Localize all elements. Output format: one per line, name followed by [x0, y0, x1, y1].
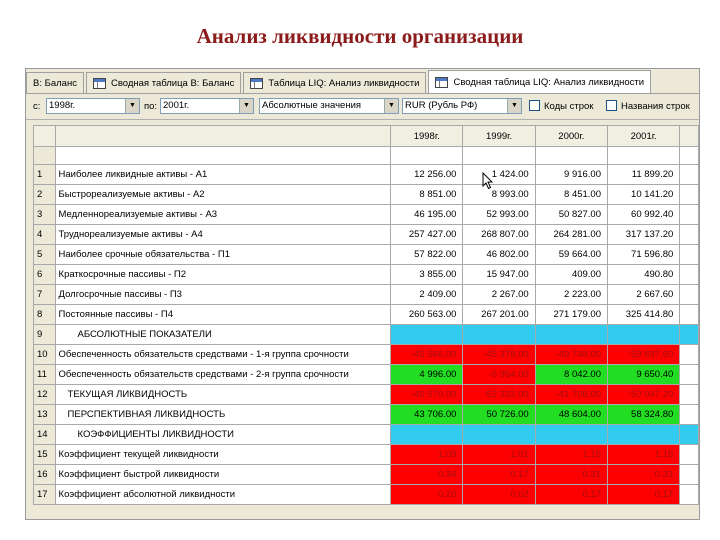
table-spacer-row — [34, 147, 699, 165]
empty-cell[interactable] — [535, 147, 607, 165]
row-name[interactable]: КОЭФФИЦИЕНТЫ ЛИКВИДНОСТИ — [55, 425, 391, 445]
value-cell[interactable]: 257 427.00 — [391, 225, 463, 245]
value-cell[interactable]: 4 996.00 — [391, 365, 463, 385]
value-cell[interactable]: 50 726.00 — [463, 405, 535, 425]
value-cell[interactable]: -52 332.00 — [463, 385, 535, 405]
value-cell[interactable]: 12 256.00 — [391, 165, 463, 185]
value-cell[interactable]: 8 993.00 — [463, 185, 535, 205]
value-cell[interactable]: 48 604.00 — [535, 405, 607, 425]
value-cell[interactable]: 2 267.00 — [463, 285, 535, 305]
tab-4[interactable] — [428, 70, 651, 93]
value-cell[interactable]: -59 697.60 — [608, 345, 680, 365]
value-cell[interactable]: 260 563.00 — [391, 305, 463, 325]
value-mode-value: Абсолютные значения — [262, 100, 362, 111]
extra-cell[interactable] — [680, 405, 699, 425]
table-row — [34, 405, 699, 425]
value-cell[interactable]: 267 201.00 — [463, 305, 535, 325]
value-cell[interactable]: 71 596.80 — [608, 245, 680, 265]
row-names-label: Названия строк — [621, 101, 690, 112]
tab-2[interactable] — [86, 72, 241, 93]
from-year-value: 1998г. — [49, 100, 76, 111]
value-cell[interactable]: -40 570.00 — [391, 385, 463, 405]
value-cell[interactable]: -50 047.20 — [608, 385, 680, 405]
extra-cell[interactable] — [680, 265, 699, 285]
table-row — [34, 425, 699, 445]
table-icon — [250, 78, 263, 89]
row-name[interactable]: Коэффициент абсолютной ликвидности — [55, 485, 391, 505]
row-number[interactable]: 17 — [34, 485, 56, 505]
value-cell[interactable]: 1.01 — [463, 445, 535, 465]
extra-cell[interactable] — [680, 305, 699, 325]
value-cell[interactable]: 0.17 — [463, 465, 535, 485]
value-cell[interactable]: 3 855.00 — [391, 265, 463, 285]
tab-3[interactable] — [243, 72, 426, 93]
row-name[interactable]: Краткосрочные пассивы - П2 — [55, 265, 391, 285]
extra-cell[interactable] — [680, 385, 699, 405]
chevron-down-icon[interactable]: ▼ — [239, 99, 253, 113]
value-cell[interactable]: 8 851.00 — [391, 185, 463, 205]
value-cell[interactable]: 0.17 — [535, 485, 607, 505]
row-number[interactable]: 13 — [34, 405, 56, 425]
value-cell[interactable] — [608, 425, 680, 445]
row-number[interactable]: 3 — [34, 205, 56, 225]
value-cell[interactable]: 271 179.00 — [535, 305, 607, 325]
tab-bar — [26, 69, 700, 94]
value-cell[interactable]: 325 414.80 — [608, 305, 680, 325]
table-row — [34, 445, 699, 465]
value-cell[interactable]: 490.80 — [608, 265, 680, 285]
value-cell[interactable]: 317 137.20 — [608, 225, 680, 245]
row-number[interactable]: 14 — [34, 425, 56, 445]
extra-cell[interactable] — [680, 245, 699, 265]
column-header[interactable]: 2001г. — [608, 126, 680, 147]
row-name[interactable]: Наиболее срочные обязательства - П1 — [55, 245, 391, 265]
value-cell[interactable] — [463, 325, 535, 345]
row-codes-checkbox[interactable] — [529, 100, 540, 111]
row-name[interactable]: Быстрореализуемые активы - А2 — [55, 185, 391, 205]
row-number[interactable]: 2 — [34, 185, 56, 205]
value-cell[interactable]: 60 992.40 — [608, 205, 680, 225]
value-cell[interactable]: 9 916.00 — [535, 165, 607, 185]
to-year-select[interactable] — [160, 98, 254, 114]
table-row — [34, 365, 699, 385]
value-cell[interactable]: 8 451.00 — [535, 185, 607, 205]
row-number[interactable]: 5 — [34, 245, 56, 265]
corner-cell[interactable] — [34, 126, 56, 147]
table-row — [34, 185, 699, 205]
extra-cell[interactable] — [680, 345, 699, 365]
row-name[interactable]: ПЕРСПЕКТИВНАЯ ЛИКВИДНОСТЬ — [55, 405, 391, 425]
value-cell[interactable]: 268 807.00 — [463, 225, 535, 245]
value-cell[interactable]: 46 802.00 — [463, 245, 535, 265]
chevron-down-icon[interactable]: ▼ — [384, 99, 398, 113]
row-number[interactable]: 12 — [34, 385, 56, 405]
row-name[interactable]: Обеспеченность обязательств средствами - 2-я группа срочности — [55, 365, 391, 385]
row-name[interactable]: ТЕКУЩАЯ ЛИКВИДНОСТЬ — [55, 385, 391, 405]
row-number[interactable]: 4 — [34, 225, 56, 245]
extra-cell[interactable] — [680, 445, 699, 465]
row-number[interactable]: 1 — [34, 165, 56, 185]
value-cell[interactable]: 9 650.40 — [608, 365, 680, 385]
tab-label: Сводная таблица LIQ: Анализ ликвидности — [453, 76, 645, 88]
row-number[interactable]: 9 — [34, 325, 56, 345]
value-cell[interactable]: 11 899.20 — [608, 165, 680, 185]
value-cell[interactable]: 58 324.80 — [608, 405, 680, 425]
row-number[interactable]: 11 — [34, 365, 56, 385]
value-cell[interactable]: -45 378.00 — [463, 345, 535, 365]
value-cell[interactable]: 57 822.00 — [391, 245, 463, 265]
value-cell[interactable]: 2 667.60 — [608, 285, 680, 305]
value-cell[interactable]: 50 827.00 — [535, 205, 607, 225]
header-blank-cell[interactable] — [55, 126, 391, 147]
value-cell[interactable]: 0.20 — [391, 485, 463, 505]
value-cell[interactable]: 8 042.00 — [535, 365, 607, 385]
table-row — [34, 205, 699, 225]
table-row — [34, 385, 699, 405]
chevron-down-icon[interactable]: ▼ — [507, 99, 521, 113]
row-number[interactable]: 16 — [34, 465, 56, 485]
tab-1[interactable] — [26, 72, 84, 93]
extra-cell[interactable] — [680, 185, 699, 205]
empty-cell[interactable] — [391, 147, 463, 165]
row-name[interactable]: Обеспеченность обязательств средствами - 1-я группа срочности — [55, 345, 391, 365]
value-cell[interactable]: 0.31 — [608, 465, 680, 485]
extra-cell[interactable] — [680, 205, 699, 225]
column-header[interactable]: 1999г. — [463, 126, 535, 147]
table-header-row — [34, 126, 699, 147]
row-name[interactable]: Наиболее ликвидные активы - А1 — [55, 165, 391, 185]
header-extra-cell[interactable] — [680, 126, 699, 147]
currency-select[interactable] — [402, 98, 522, 114]
value-cell[interactable]: 59 664.00 — [535, 245, 607, 265]
row-number[interactable]: 7 — [34, 285, 56, 305]
extra-cell[interactable] — [680, 465, 699, 485]
currency-value: RUR (Рубль РФ) — [405, 100, 478, 111]
tab-label: В: Баланс — [33, 77, 77, 89]
value-cell[interactable] — [391, 325, 463, 345]
value-cell[interactable]: 0.17 — [608, 485, 680, 505]
extra-cell[interactable] — [680, 485, 699, 505]
value-cell[interactable]: 1.15 — [535, 445, 607, 465]
value-cell[interactable] — [391, 425, 463, 445]
row-name[interactable]: Постоянные пассивы - П4 — [55, 305, 391, 325]
to-year-value: 2001г. — [163, 100, 190, 111]
table-row — [34, 465, 699, 485]
row-number[interactable]: 10 — [34, 345, 56, 365]
value-cell[interactable]: 264 281.00 — [535, 225, 607, 245]
value-cell[interactable]: 46 195.00 — [391, 205, 463, 225]
value-cell[interactable]: 1 424.00 — [463, 165, 535, 185]
value-cell[interactable] — [608, 325, 680, 345]
value-cell[interactable]: 2 409.00 — [391, 285, 463, 305]
value-cell[interactable]: 1.09 — [391, 445, 463, 465]
extra-cell[interactable] — [680, 285, 699, 305]
value-cell[interactable]: 0.02 — [463, 485, 535, 505]
row-name[interactable]: Коэффициент текущей ликвидности — [55, 445, 391, 465]
value-cell[interactable]: 43 706.00 — [391, 405, 463, 425]
value-cell[interactable]: 15 947.00 — [463, 265, 535, 285]
row-number[interactable]: 15 — [34, 445, 56, 465]
value-cell[interactable]: 0.34 — [391, 465, 463, 485]
liquidity-table — [33, 125, 699, 505]
value-cell[interactable]: -41 706.00 — [535, 385, 607, 405]
value-cell[interactable] — [535, 325, 607, 345]
row-name[interactable]: АБСОЛЮТНЫЕ ПОКАЗАТЕЛИ — [55, 325, 391, 345]
column-header[interactable]: 1998г. — [391, 126, 463, 147]
value-cell[interactable] — [535, 425, 607, 445]
table-row — [34, 345, 699, 365]
app-window — [25, 68, 700, 520]
from-year-select[interactable] — [46, 98, 140, 114]
extra-cell[interactable] — [680, 165, 699, 185]
value-cell[interactable]: 409.00 — [535, 265, 607, 285]
toolbar — [26, 94, 700, 120]
empty-cell[interactable] — [608, 147, 680, 165]
table-row — [34, 225, 699, 245]
extra-cell[interactable] — [680, 425, 699, 445]
table-row — [34, 165, 699, 185]
table-row — [34, 265, 699, 285]
tab-label: Сводная таблица В: Баланс — [110, 77, 235, 89]
value-mode-select[interactable] — [259, 98, 399, 114]
table-row — [34, 245, 699, 265]
row-name[interactable]: Коэффициент быстрой ликвидности — [55, 465, 391, 485]
value-cell[interactable]: -6 954.00 — [463, 365, 535, 385]
value-cell[interactable]: 0.31 — [535, 465, 607, 485]
row-name[interactable]: Долгосрочные пассивы - П3 — [55, 285, 391, 305]
value-cell[interactable]: 52 993.00 — [463, 205, 535, 225]
row-codes-label: Коды строк — [544, 101, 594, 112]
value-cell[interactable]: 10 141.20 — [608, 185, 680, 205]
row-names-checkbox[interactable] — [606, 100, 617, 111]
table-row — [34, 305, 699, 325]
chevron-down-icon[interactable]: ▼ — [125, 99, 139, 113]
table-row — [34, 485, 699, 505]
table-row — [34, 285, 699, 305]
row-number[interactable]: 8 — [34, 305, 56, 325]
table-icon — [93, 78, 106, 89]
value-cell[interactable]: -45 566.00 — [391, 345, 463, 365]
empty-cell[interactable] — [55, 147, 391, 165]
value-cell[interactable]: -49 748.00 — [535, 345, 607, 365]
table-icon — [435, 77, 448, 88]
tab-label: Таблица LIQ: Анализ ликвидности — [268, 77, 420, 89]
to-label: по: — [144, 101, 158, 112]
extra-cell[interactable] — [680, 225, 699, 245]
page-title: Анализ ликвидности организации — [196, 24, 524, 48]
row-number[interactable] — [34, 147, 56, 165]
column-header[interactable]: 2000г. — [535, 126, 607, 147]
value-cell[interactable]: 2 223.00 — [535, 285, 607, 305]
mouse-pointer-icon — [482, 172, 494, 190]
row-number[interactable]: 6 — [34, 265, 56, 285]
row-name[interactable]: Медленнореализуемые активы - А3 — [55, 205, 391, 225]
row-name[interactable]: Труднореализуемые активы - А4 — [55, 225, 391, 245]
extra-cell[interactable] — [680, 365, 699, 385]
extra-cell[interactable] — [680, 325, 699, 345]
value-cell[interactable]: 1.15 — [608, 445, 680, 465]
table-row — [34, 325, 699, 345]
value-cell[interactable] — [463, 425, 535, 445]
empty-cell[interactable] — [680, 147, 699, 165]
empty-cell[interactable] — [463, 147, 535, 165]
from-label: с: — [33, 101, 41, 112]
